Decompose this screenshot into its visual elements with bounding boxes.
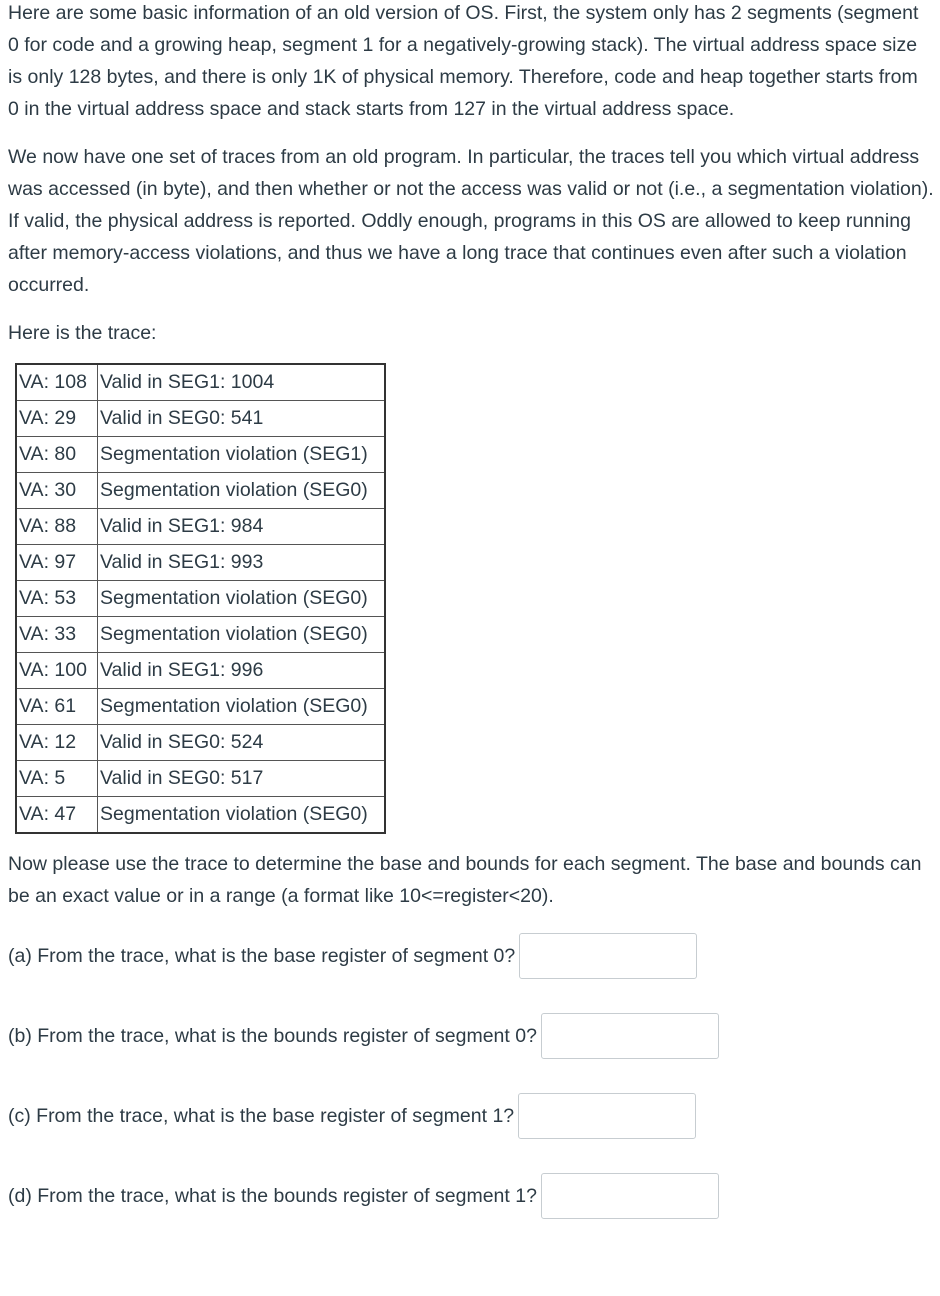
trace-result: Segmentation violation (SEG1) xyxy=(98,437,386,473)
trace-va: VA: 47 xyxy=(16,797,98,834)
answer-d-input[interactable] xyxy=(541,1173,719,1219)
trace-result: Valid in SEG1: 993 xyxy=(98,545,386,581)
trace-va: VA: 100 xyxy=(16,653,98,689)
trace-va: VA: 53 xyxy=(16,581,98,617)
trace-va: VA: 5 xyxy=(16,761,98,797)
table-row xyxy=(16,761,385,797)
trace-result: Valid in SEG0: 524 xyxy=(98,725,386,761)
table-row xyxy=(16,437,385,473)
trace-result: Segmentation violation (SEG0) xyxy=(98,473,386,509)
trace-va: VA: 88 xyxy=(16,509,98,545)
trace-result: Valid in SEG1: 984 xyxy=(98,509,386,545)
intro-paragraph-1: Here are some basic information of an old version of OS. First, the system only has 2 segments (segment 0 for code and a growing heap, segment 1 for a negatively-growing stack). The virtual address space size is only 128 bytes, and there is only 1K of physical memory. Therefore, code and heap together starts from 0 in the virtual address space and stack starts from 127 in the virtual address space. xyxy=(8,2,919,120)
question-c xyxy=(8,1090,934,1142)
trace-va: VA: 61 xyxy=(16,689,98,725)
table-row xyxy=(16,364,385,401)
intro-paragraph-2: We now have one set of traces from an old program. In particular, the traces tell you which virtual address was accessed (in byte), and then whether or not the access was valid or not (i.e., a segmentation violation). If valid, the physical address is reported. Oddly enough, programs in this OS are allowed to keep running after memory-access violations, and thus we have a long trace that continues even after such a violation occurred. xyxy=(8,146,934,296)
table-row xyxy=(16,545,385,581)
trace-result: Valid in SEG1: 1004 xyxy=(98,364,386,401)
question-d xyxy=(8,1170,934,1222)
table-row xyxy=(16,689,385,725)
trace-va: VA: 12 xyxy=(16,725,98,761)
table-row xyxy=(16,617,385,653)
intro-paragraph-3: Here is the trace: xyxy=(8,322,157,344)
question-c-label: (c) From the trace, what is the base register of segment 1? xyxy=(8,1105,515,1127)
trace-va: VA: 33 xyxy=(16,617,98,653)
table-row xyxy=(16,401,385,437)
question-a xyxy=(8,930,934,982)
table-row xyxy=(16,797,385,834)
trace-result: Segmentation violation (SEG0) xyxy=(98,689,386,725)
trace-table xyxy=(15,363,386,834)
table-row xyxy=(16,581,385,617)
table-row xyxy=(16,509,385,545)
trace-result: Segmentation violation (SEG0) xyxy=(98,797,386,834)
question-d-label: (d) From the trace, what is the bounds register of segment 1? xyxy=(8,1185,537,1207)
table-row xyxy=(16,725,385,761)
trace-result: Valid in SEG1: 996 xyxy=(98,653,386,689)
table-row xyxy=(16,653,385,689)
trace-result: Segmentation violation (SEG0) xyxy=(98,617,386,653)
question-b xyxy=(8,1010,934,1062)
answer-c-input[interactable] xyxy=(518,1093,696,1139)
table-row xyxy=(16,473,385,509)
trace-result: Valid in SEG0: 517 xyxy=(98,761,386,797)
trace-result: Valid in SEG0: 541 xyxy=(98,401,386,437)
question-a-label: (a) From the trace, what is the base register of segment 0? xyxy=(8,945,516,967)
question-b-label: (b) From the trace, what is the bounds register of segment 0? xyxy=(8,1025,537,1047)
trace-va: VA: 30 xyxy=(16,473,98,509)
answer-b-input[interactable] xyxy=(541,1013,719,1059)
trace-va: VA: 97 xyxy=(16,545,98,581)
answer-a-input[interactable] xyxy=(519,933,697,979)
trace-va: VA: 29 xyxy=(16,401,98,437)
trace-va: VA: 108 xyxy=(16,364,98,401)
trace-result: Segmentation violation (SEG0) xyxy=(98,581,386,617)
instructions-paragraph: Now please use the trace to determine the base and bounds for each segment. The base and bounds can be an exact value or in a range (a format like 10<=register<20). xyxy=(8,853,922,907)
trace-va: VA: 80 xyxy=(16,437,98,473)
question-content xyxy=(8,0,934,1250)
